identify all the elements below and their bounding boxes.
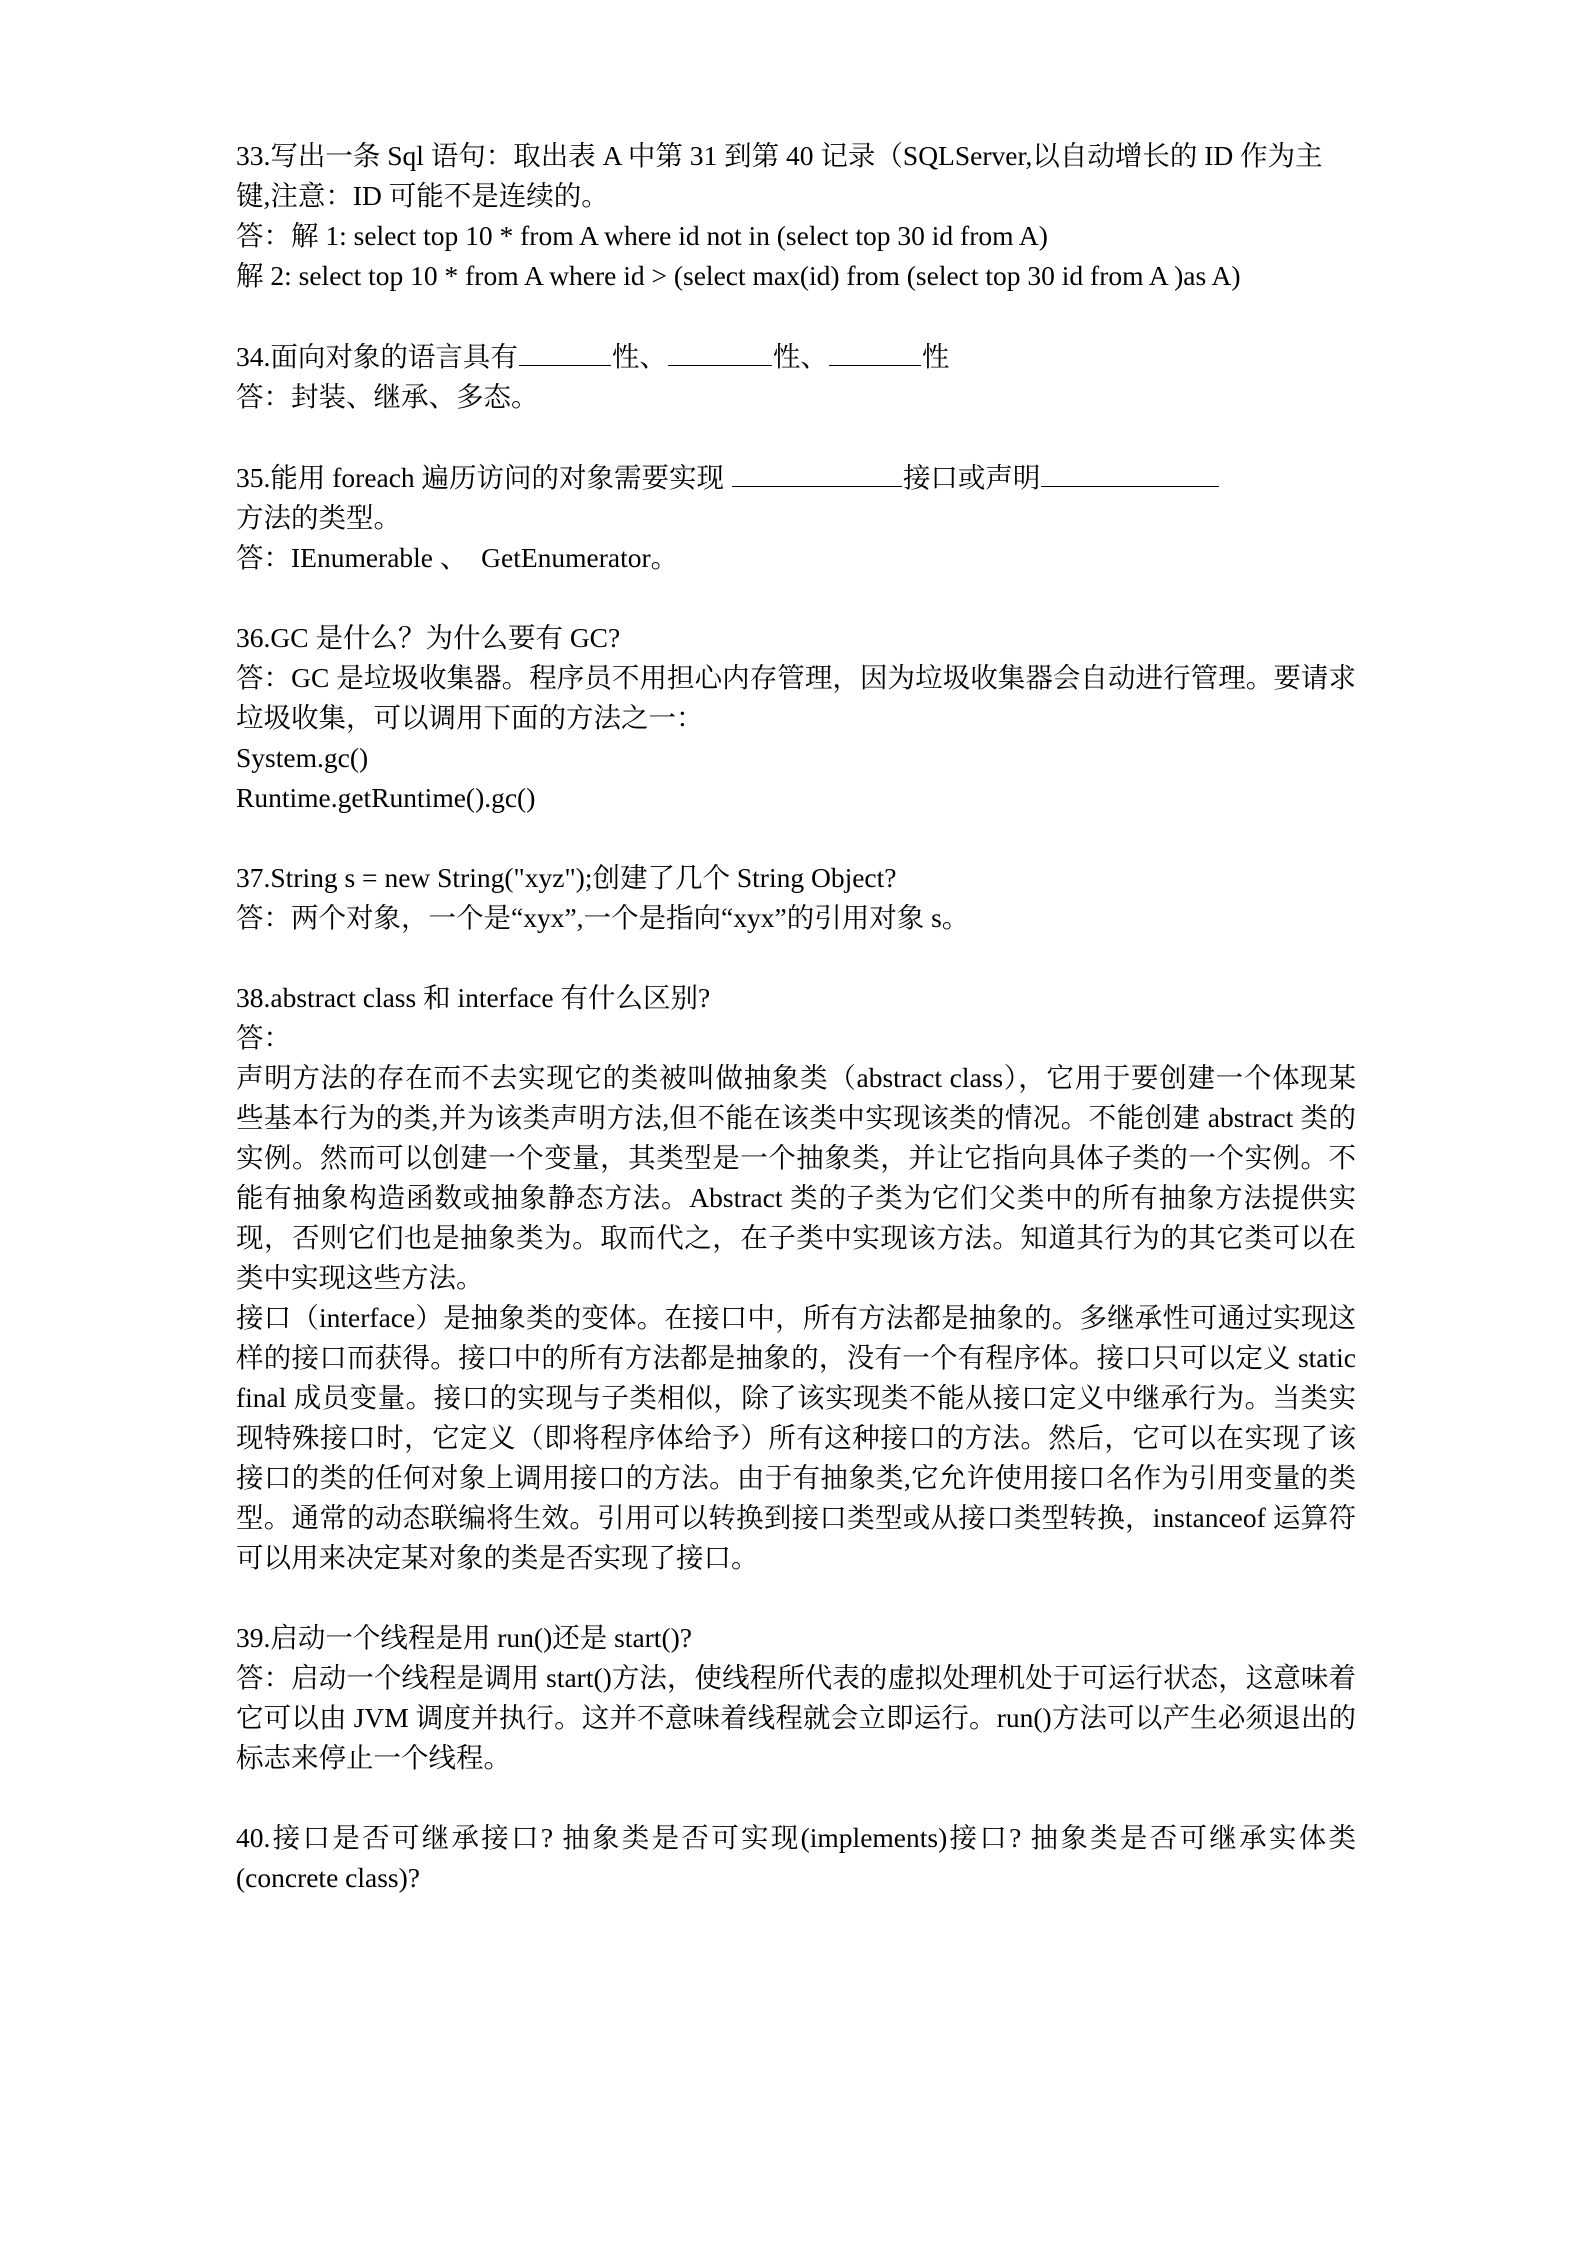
question-34-mid-2: 性、 <box>772 340 828 372</box>
question-35-mid-1: 接口或声明 <box>902 461 1041 493</box>
question-block-39 <box>236 1618 1356 1778</box>
answer-36-code-line-1: System.gc() <box>236 741 369 773</box>
answer-36-code-line-2: Runtime.getRuntime().gc() <box>236 781 536 813</box>
answer-38-paragraph-2: 接口（interface）是抽象类的变体。在接口中，所有方法都是抽象的。多继承性可通过实现这样的接口而获得。接口中的所有方法都是抽象的，没有一个有程序体。接口只可以定义 static final 成员变量。接口的实现与子类相似，除了该实现类不能从接口定义中继承行为。当类实现特殊接口时，它定义（即将程序体给予）所有这种接口的方法。然后，它可以在实现了该接口的类的任何对象上调用接口的方法。由于有抽象类,它允许使用接口名作为引用变量的类型。通常的动态联编将生效。引用可以转换到接口类型或从接口类型转换，instanceof 运算符可以用来决定某对象的类是否实现了接口。 <box>236 1301 1356 1573</box>
question-block-38 <box>236 978 1356 1578</box>
question-block-36 <box>236 618 1356 818</box>
question-33-text: 33.写出一条 Sql 语句：取出表 A 中第 31 到第 40 记录（SQLServer,以自动增长的 ID 作为主 <box>236 140 1323 171</box>
answer-36-paragraph: 答：GC 是垃圾收集器。程序员不用担心内存管理，因为垃圾收集器会自动进行管理。要请求垃圾收集，可以调用下面的方法之一： <box>236 661 1356 733</box>
answer-37-line-1: 答：两个对象，一个是“xyx”,一个是指向“xyx”的引用对象 s。 <box>236 901 970 933</box>
question-34-blank-2 <box>668 336 772 366</box>
question-39-text: 39.启动一个线程是用 run()还是 start()? <box>236 1621 692 1653</box>
question-38-text: 38.abstract class 和 interface 有什么区别? <box>236 981 711 1013</box>
question-35-prefix: 35.能用 foreach 遍历访问的对象需要实现 <box>236 461 731 493</box>
question-34-mid-1: 性、 <box>611 340 667 372</box>
question-34-blank-3 <box>829 336 921 366</box>
question-34-text <box>236 336 1356 377</box>
answer-38-paragraph-1: 声明方法的存在而不去实现它的类被叫做抽象类（abstract class），它用于要创建一个体现某些基本行为的类,并为该类声明方法,但不能在该类中实现该类的情况。不能创建 abstract 类的实例。然而可以创建一个变量，其类型是一个抽象类，并让它指向具体子类的一个实例。不能有抽象构造函数或抽象静态方法。Abstract 类的子类为它们父类中的所有抽象方法提供实现，否则它们也是抽象类为。取而代之，在子类中实现该方法。知道其行为的其它类可以在类中实现这些方法。 <box>236 1061 1356 1293</box>
question-35-blank-2 <box>1041 457 1219 487</box>
answer-38-label: 答： <box>236 1021 291 1053</box>
question-36-text: 36.GC 是什么？为什么要有 GC? <box>236 621 621 653</box>
question-40-text: 40.接口是否可继承接口? 抽象类是否可实现(implements)接口? 抽象类是否可继承实体类(concrete class)? <box>236 1821 1356 1893</box>
answer-39-paragraph: 答：启动一个线程是调用 start()方法，使线程所代表的虚拟处理机处于可运行状态，这意味着它可以由 JVM 调度并执行。这并不意味着线程就会立即运行。run()方法可以产生必须退出的标志来停止一个线程。 <box>236 1661 1356 1773</box>
question-block-33 <box>236 136 1356 296</box>
question-block-37 <box>236 858 1356 938</box>
answer-35-line-1: 答：IEnumerable 、 GetEnumerator。 <box>236 541 679 573</box>
question-34-suffix: 性 <box>921 340 950 372</box>
question-33-text-cont: 键,注意：ID 可能不是连续的。 <box>236 180 609 211</box>
question-34-prefix: 34.面向对象的语言具有 <box>236 340 518 372</box>
question-37-text: 37.String s = new String("xyz");创建了几个 String Object? <box>236 861 897 893</box>
question-35-blank-1 <box>732 457 902 487</box>
answer-33-line-1: 答：解 1: select top 10 * from A where id not in (select top 30 id from A) <box>236 220 1048 251</box>
question-35-text-cont: 方法的类型。 <box>236 501 401 533</box>
question-34-blank-1 <box>519 336 611 366</box>
document-content <box>236 136 1356 1898</box>
answer-33-line-2: 解 2: select top 10 * from A where id > (select max(id) from (select top 30 id from A )as A) <box>236 260 1241 291</box>
question-block-40 <box>236 1818 1356 1898</box>
answer-34-line-1: 答：封装、继承、多态。 <box>236 380 539 412</box>
question-block-35 <box>236 457 1356 578</box>
question-block-34 <box>236 336 1356 417</box>
question-35-text <box>236 457 1356 498</box>
